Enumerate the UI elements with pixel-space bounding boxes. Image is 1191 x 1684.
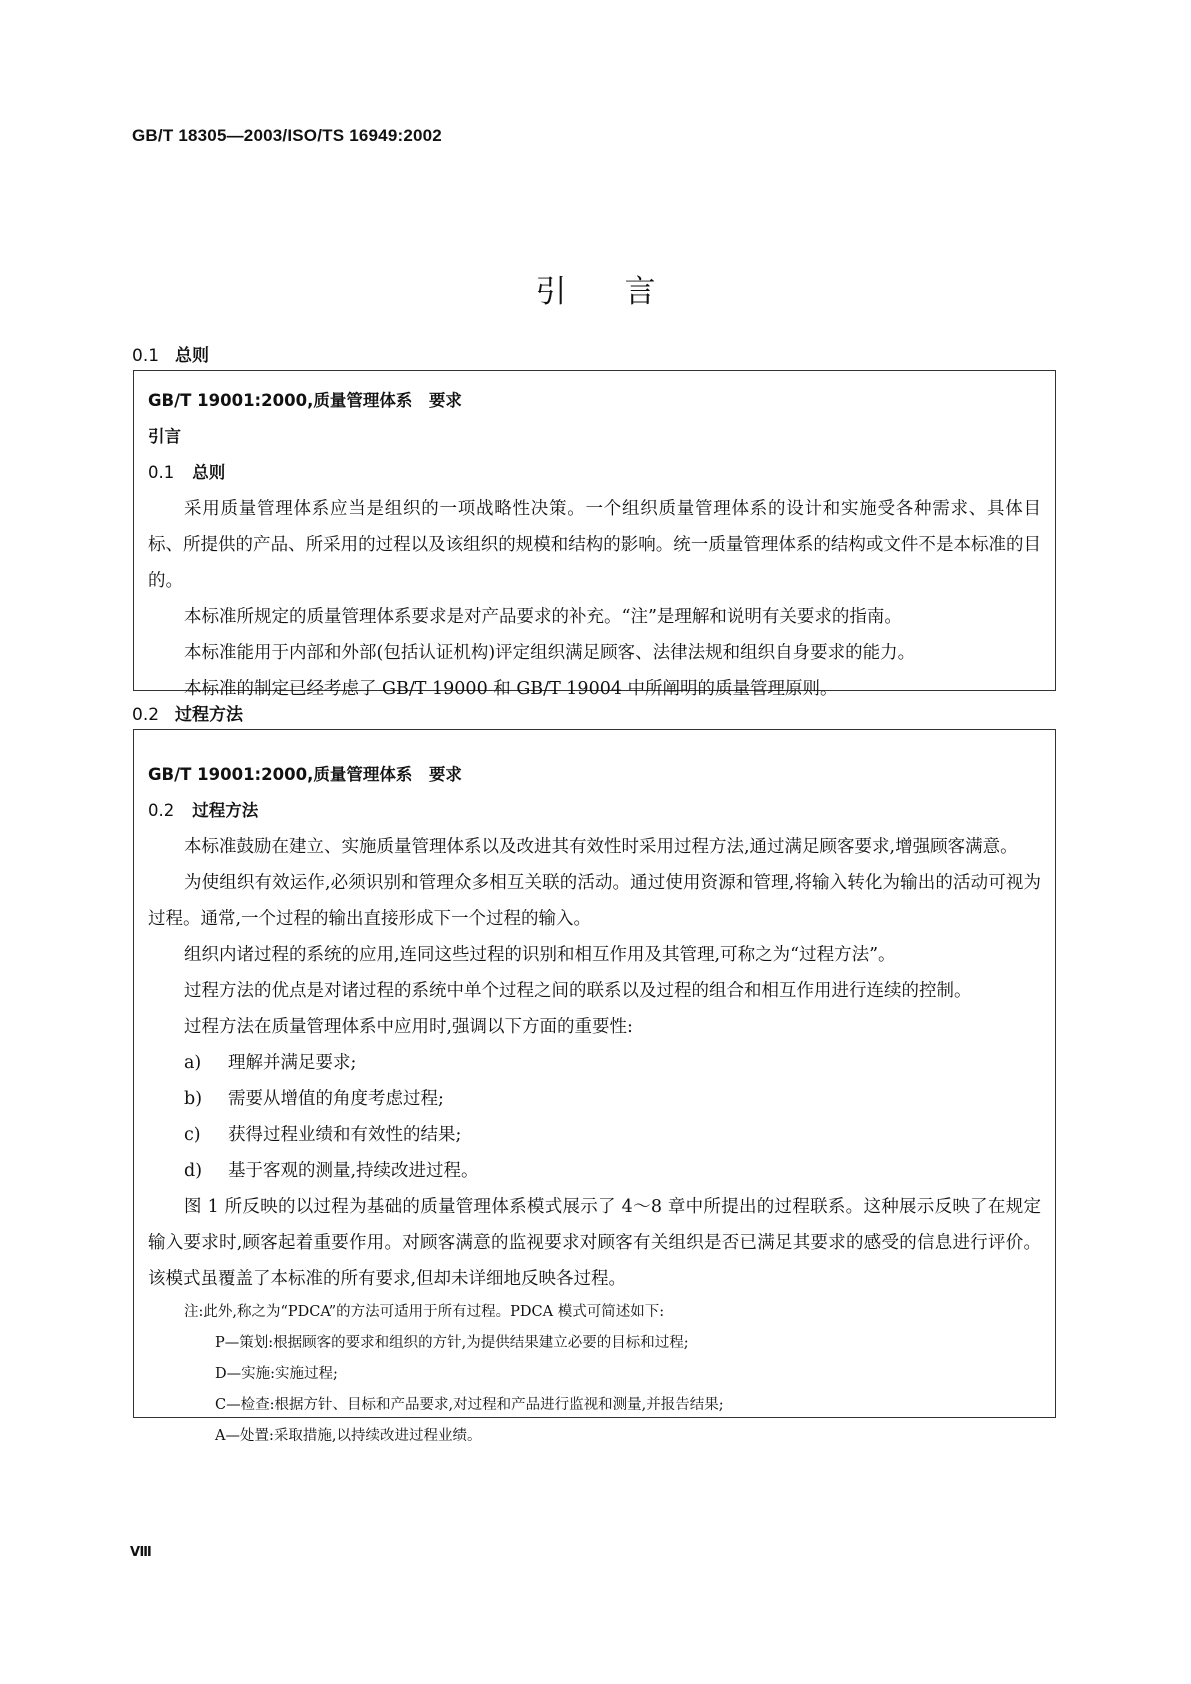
paragraph: 本标准所规定的质量管理体系要求是对产品要求的补充。“注”是理解和说明有关要求的指南。 xyxy=(184,607,902,627)
paragraph: 过程方法在质量管理体系中应用时,强调以下方面的重要性: xyxy=(184,1017,633,1037)
list-item xyxy=(148,1153,1041,1189)
intro-heading: 引言 xyxy=(148,427,181,446)
quote-box-general xyxy=(133,370,1056,699)
paragraph: 本标准的制定已经考虑了 GB/T 19000 和 GB/T 19004 中所阐明的质量管理原则。 xyxy=(184,679,838,699)
list-item-text: 需要从增值的角度考虑过程; xyxy=(228,1089,444,1109)
sub-heading-number: 0.1 xyxy=(148,463,175,482)
list-item-text: 理解并满足要求; xyxy=(228,1053,357,1073)
page-number: Ⅷ xyxy=(130,1545,151,1560)
paragraph: 图 1 所反映的以过程为基础的质量管理体系模式展示了 4～8 章中所提出的过程联系。这种展示反映了在规定输入要求时,顾客起着重要作用。对顾客满意的监视要求对顾客有关组织是否已满足其要求的感受的信息进行评价。该模式虽覆盖了本标准的所有要求,但却未详细地反映各过程。 xyxy=(148,1197,1041,1289)
paragraph: 为使组织有效运作,必须识别和管理众多相互关联的活动。通过使用资源和管理,将输入转化为输出的活动可视为过程。通常,一个过程的输出直接形成下一个过程的输入。 xyxy=(148,873,1041,929)
note-item: D—实施:实施过程; xyxy=(215,1366,338,1382)
paragraph: 本标准鼓励在建立、实施质量管理体系以及改进其有效性时采用过程方法,通过满足顾客要求,增强顾客满意。 xyxy=(184,837,1018,857)
note-item: P—策划:根据顾客的要求和组织的方针,为提供结果建立必要的目标和过程; xyxy=(215,1335,689,1351)
list-item-label: a) xyxy=(184,1053,202,1073)
sub-heading-title: 总则 xyxy=(192,463,226,482)
sub-heading-0-1 xyxy=(148,455,1041,491)
list-item-text: 获得过程业绩和有效性的结果; xyxy=(228,1125,462,1145)
list-item xyxy=(148,1081,1041,1117)
list-item-label: b) xyxy=(184,1089,203,1109)
list-item-label: c) xyxy=(184,1125,201,1145)
paragraph: 采用质量管理体系应当是组织的一项战略性决策。一个组织质量管理体系的设计和实施受各种需求、具体目标、所提供的产品、所采用的过程以及该组织的规模和结构的影响。统一质量管理体系的结构或文件不是本标准的目的。 xyxy=(148,499,1041,591)
section-number: 0.1 xyxy=(132,346,160,366)
paragraph: 本标准能用于内部和外部(包括认证机构)评定组织满足顾客、法律法规和组织自身要求的能力。 xyxy=(184,643,916,663)
standard-title: GB/T 19001:2000,质量管理体系 要求 xyxy=(148,391,462,410)
list-item xyxy=(148,1045,1041,1081)
quote-box-process-approach xyxy=(133,729,1056,1444)
section-title: 总则 xyxy=(175,346,210,366)
document-code: GB/T 18305—2003/ISO/TS 16949:2002 xyxy=(132,126,442,145)
sub-heading-number: 0.2 xyxy=(148,801,175,820)
sub-heading-0-2 xyxy=(148,793,1041,829)
note-intro: 注:此外,称之为“PDCA”的方法可适用于所有过程。PDCA 模式可简述如下: xyxy=(184,1304,665,1320)
section-heading-0-1 xyxy=(132,341,209,366)
section-title: 过程方法 xyxy=(175,705,244,725)
list-item xyxy=(148,1117,1041,1153)
page-title: 引言 xyxy=(535,274,714,310)
note-item: C—检查:根据方针、目标和产品要求,对过程和产品进行监视和测量,并报告结果; xyxy=(215,1397,724,1413)
sub-heading-title: 过程方法 xyxy=(192,801,259,820)
list-item-label: d) xyxy=(184,1161,203,1181)
list-item-text: 基于客观的测量,持续改进过程。 xyxy=(228,1161,479,1181)
section-heading-0-2 xyxy=(132,700,243,725)
paragraph: 过程方法的优点是对诸过程的系统中单个过程之间的联系以及过程的组合和相互作用进行连续的控制。 xyxy=(184,981,972,1001)
note-item: A—处置:采取措施,以持续改进过程业绩。 xyxy=(215,1428,482,1444)
paragraph: 组织内诸过程的系统的应用,连同这些过程的识别和相互作用及其管理,可称之为“过程方法”。 xyxy=(184,945,896,965)
standard-title: GB/T 19001:2000,质量管理体系 要求 xyxy=(148,765,462,784)
section-number: 0.2 xyxy=(132,705,160,725)
